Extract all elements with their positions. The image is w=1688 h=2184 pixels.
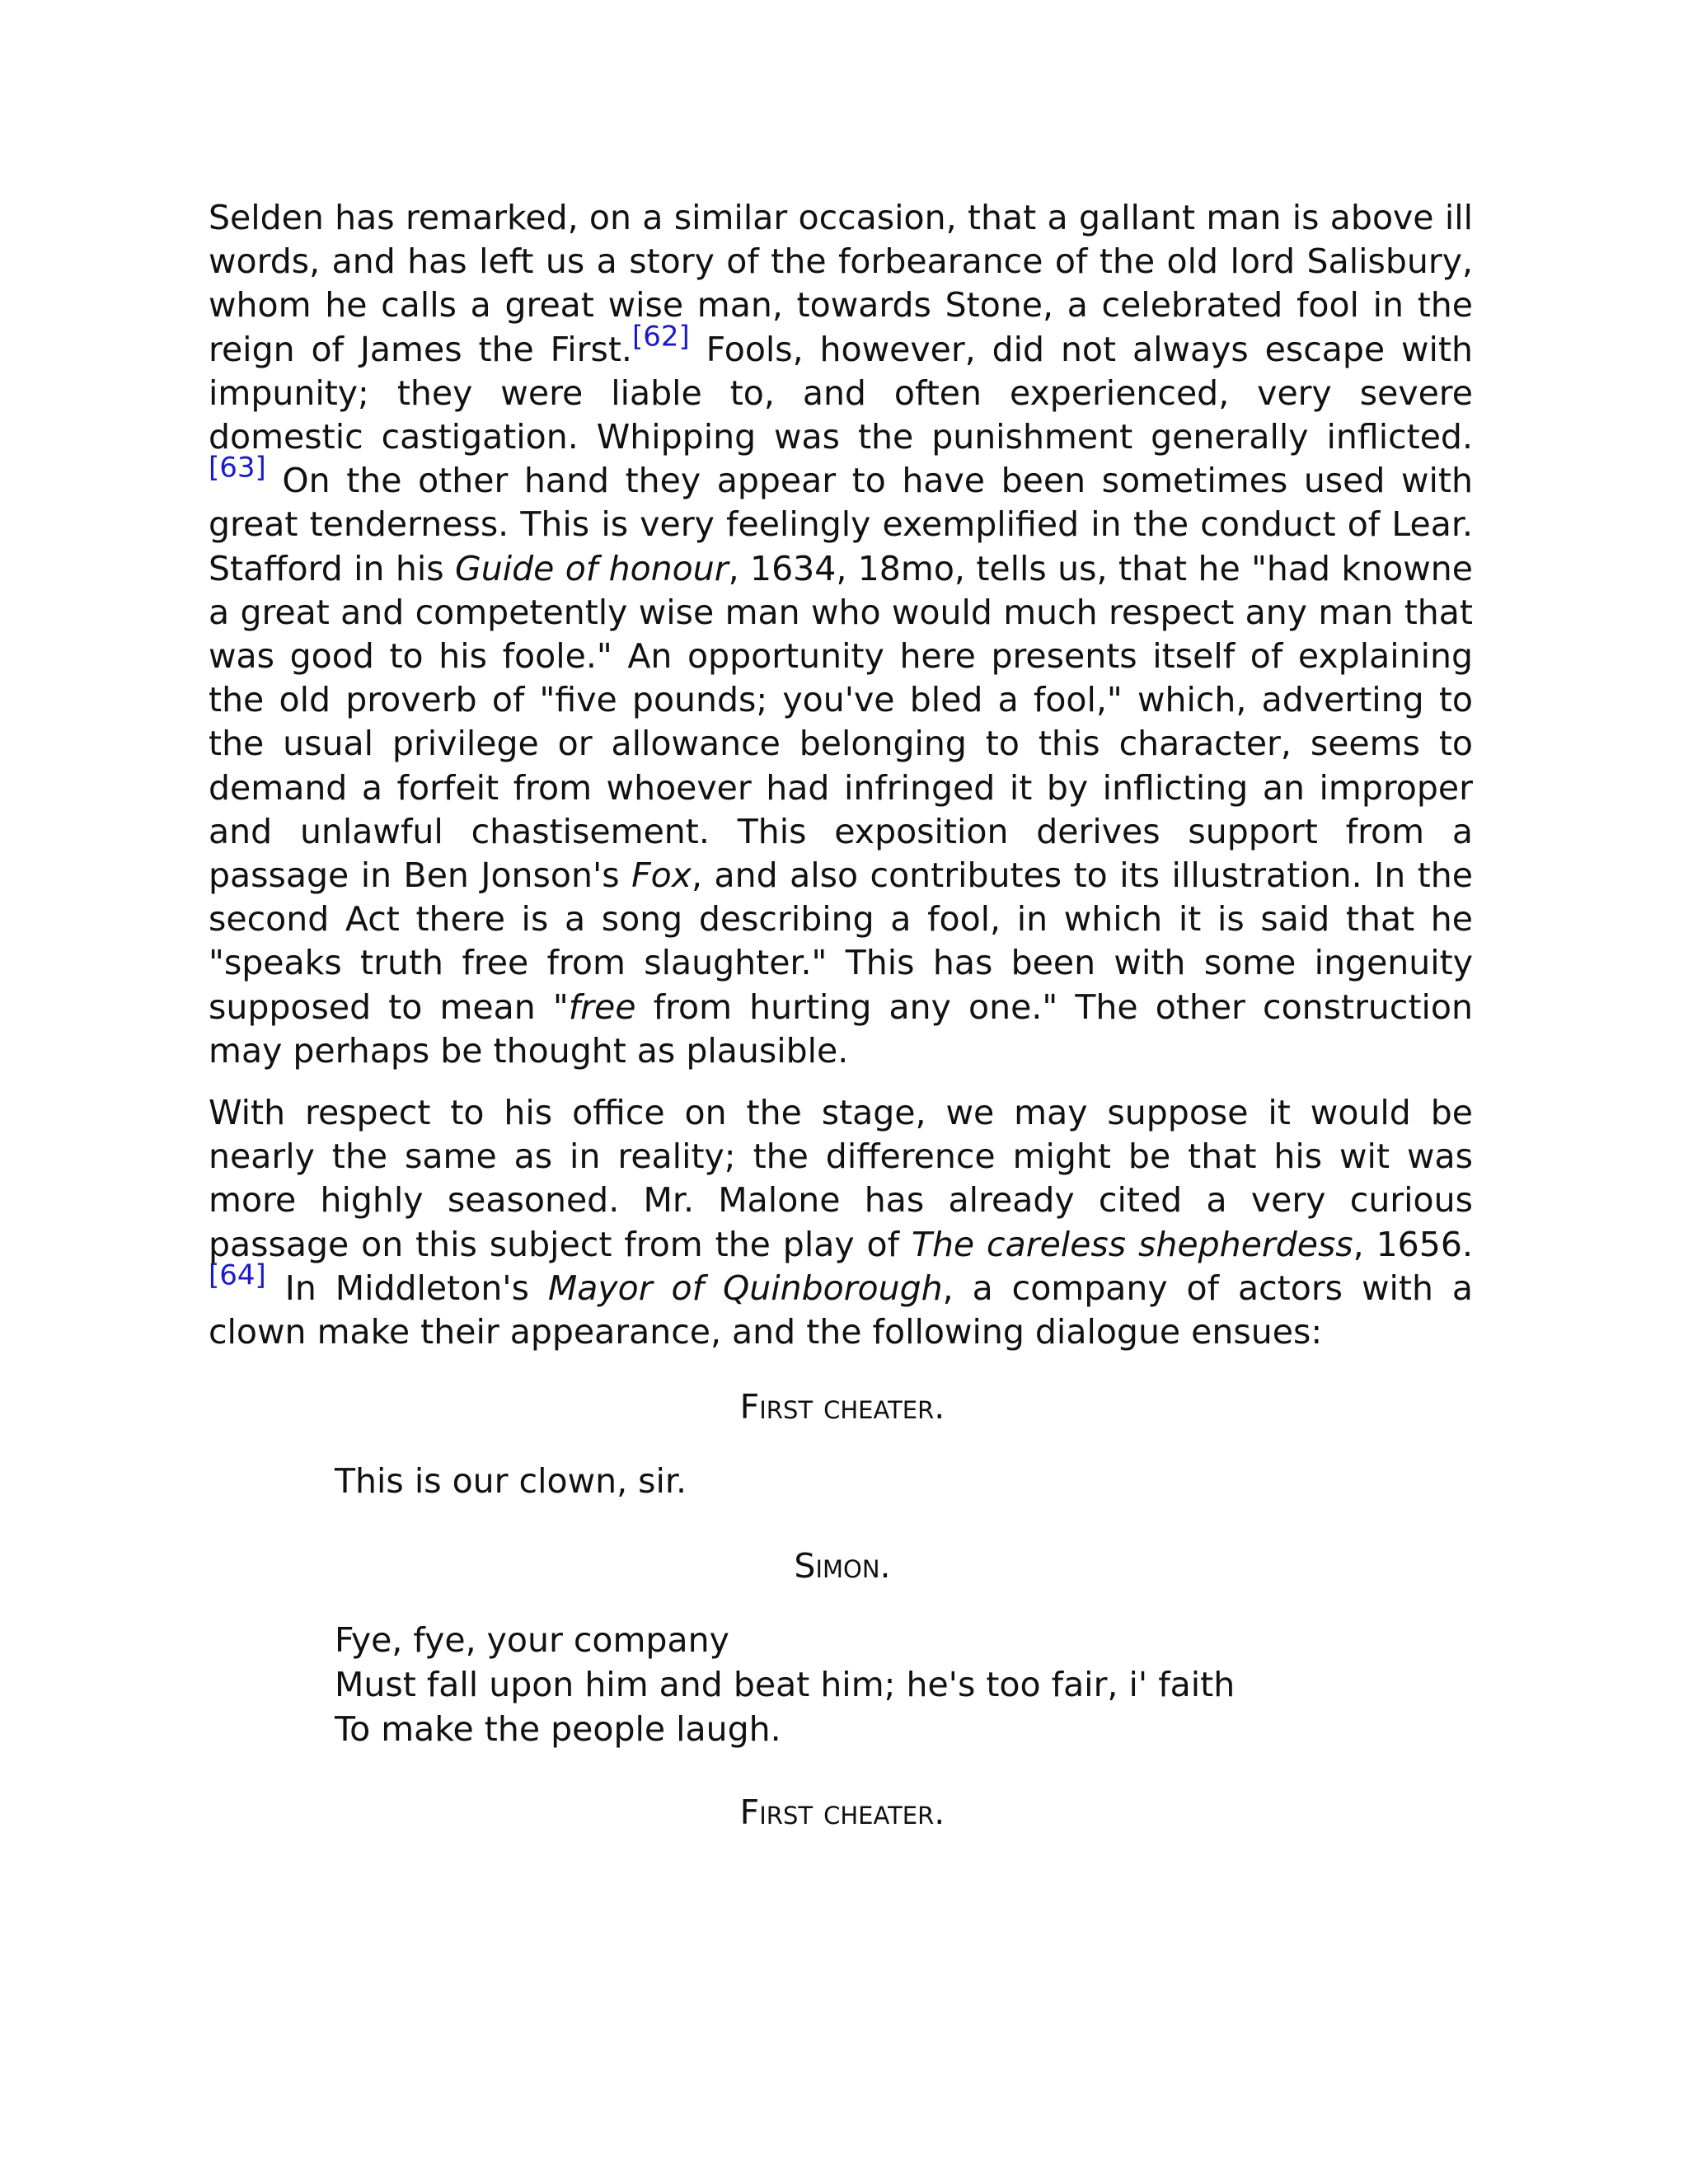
footnote-marker-63: [209, 452, 266, 485]
speech-line: This is our clown, sir.: [335, 1461, 687, 1502]
footnote-marker-64: [209, 1258, 266, 1291]
emphasis-free: free: [568, 987, 636, 1027]
paragraph-1-text-1: Selden has remarked, on a similar occasion, that a gallant man is above ill words, and has left us a story of the forbearance of the old lord Salisbury, whom he calls a great wise man, towards Stone, a celebrated fool in the reign of James the First.: [209, 198, 1473, 369]
paragraph-1: [209, 196, 1473, 1073]
paragraph-1-text-2: Fools, however, did not always escape with impunity; they were liable to, and often experienced, very severe domestic castigation. Whipping was the punishment generally inflicted.: [209, 329, 1473, 457]
speech-line: To make the people laugh.: [335, 1709, 781, 1750]
speaker-first-cheater-2: First cheater.: [739, 1793, 945, 1833]
speaker-first-cheater: First cheater.: [739, 1387, 945, 1427]
paragraph-1-text-3: On the other hand they appear to have been sometimes used with great tenderness. This is very feelingly exemplified in the conduct of Lear. Stafford in his: [209, 461, 1473, 588]
speech-first-cheater: [335, 1459, 1473, 1503]
title-mayor-of-quinborough: Mayor of Quinborough: [547, 1268, 943, 1308]
paragraph-2-text-2: , 1656.: [1353, 1224, 1473, 1264]
title-fox: Fox: [631, 855, 692, 896]
title-guide-of-honour: Guide of honour: [454, 548, 729, 588]
paragraph-2-text-4: , a company of actors with a clown make their appearance, and the following dialogue ensues:: [209, 1268, 1473, 1352]
paragraph-1-text-6: from hurting any one." The other construction may perhaps be thought as plausible.: [209, 987, 1473, 1071]
footnote-marker-62: [632, 320, 690, 353]
document-page: [209, 196, 1473, 1835]
title-careless-shepherdess: The careless shepherdess: [911, 1224, 1353, 1264]
footnote-link-64[interactable]: [64]: [209, 1258, 266, 1292]
speech-line: Must fall upon him and beat him; he's too fair, i' faith: [335, 1665, 1236, 1705]
paragraph-1-text-4: , 1634, 18mo, tells us, that he "had knowne a great and competently wise man who would much respect any man that was good to his foole." An opportunity here presents itself of explaining the old proverb of "five pounds; you've bled a fool," which, adverting to the usual privilege or allowance belonging to this character, seems to demand a forfeit from whoever had infringed it by inflicting an improper and unlawful chastisement. This exposition derives support from a passage in Ben Jonson's: [209, 548, 1473, 896]
paragraph-2: [209, 1091, 1473, 1354]
speech-line: Fye, fye, your company: [335, 1620, 729, 1661]
paragraph-2-text-3: In Middleton's: [265, 1268, 548, 1308]
speech-simon: [335, 1618, 1473, 1751]
footnote-link-62[interactable]: [62]: [631, 319, 690, 353]
footnote-link-63[interactable]: [63]: [209, 451, 266, 485]
paragraph-2-text-1: With respect to his office on the stage, we may suppose it would be nearly the same as in reality; the difference might be that his wit was more highly seasoned. Mr. Malone has already cited a very curious passage on this subject from the play of: [209, 1093, 1473, 1264]
speaker-simon: Simon.: [794, 1546, 891, 1586]
paragraph-1-text-5: , and also contributes to its illustration. In the second Act there is a song describing a fool, in which it is said that he "speaks truth free from slaughter." This has been with some ingenuity supposed to mean ": [209, 855, 1473, 1027]
